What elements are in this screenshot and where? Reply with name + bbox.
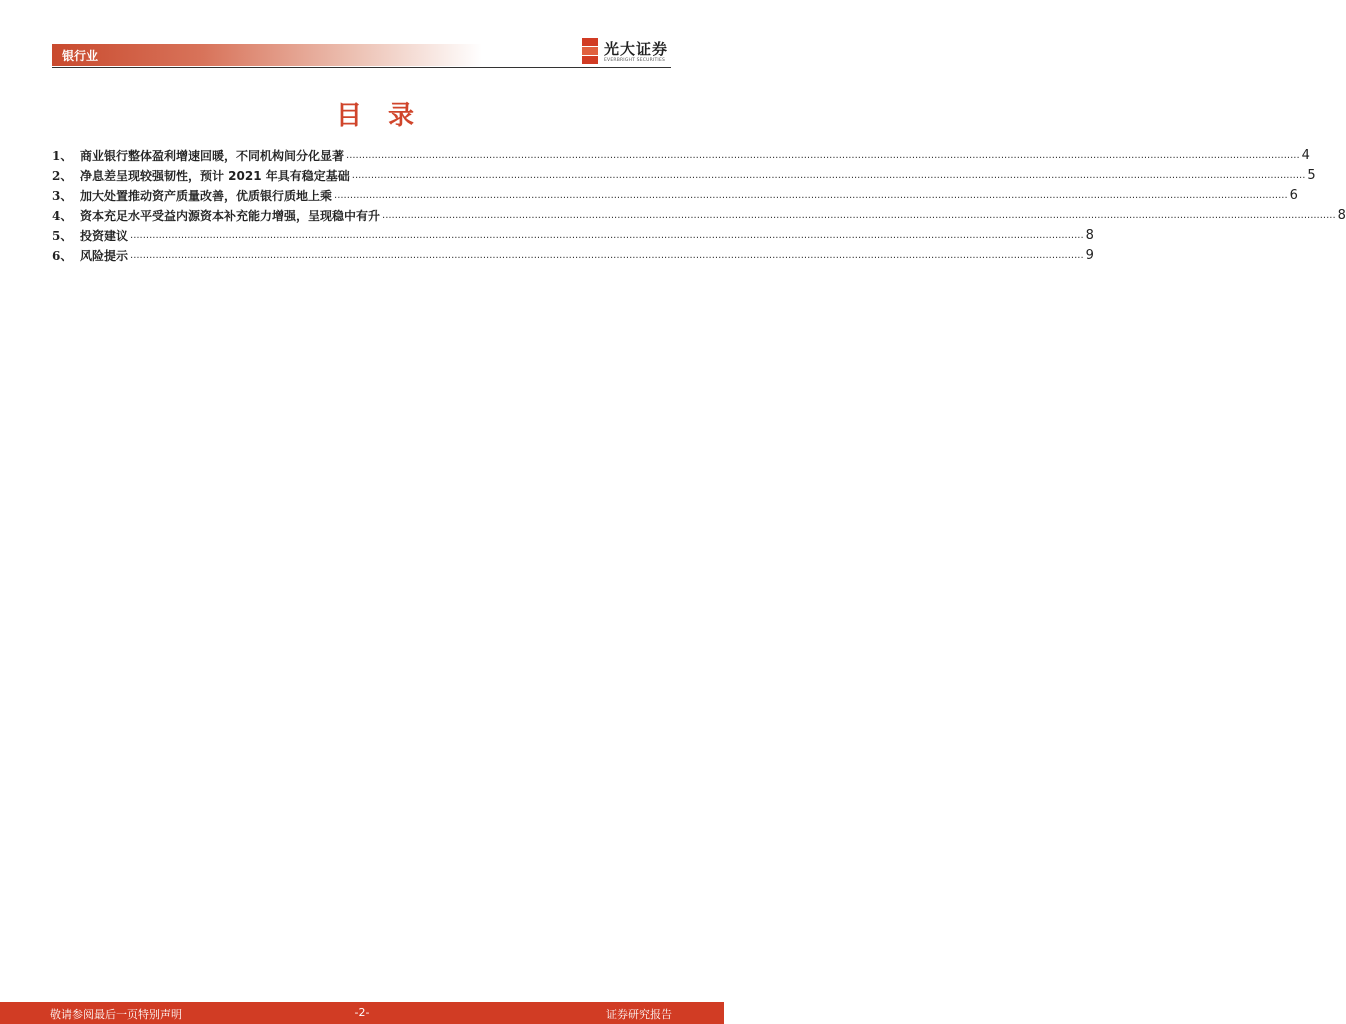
logo-text-cn: 光大证券 [604, 40, 669, 58]
toc-page-number: 8 [1337, 207, 1346, 223]
toc-entry-2[interactable] [52, 165, 1316, 185]
toc-number: 5、 [52, 228, 73, 243]
toc-entry-title: 净息差呈现较强韧性，预计 2021 年具有稳定基础 [80, 168, 350, 183]
toc-page-number: 4 [1301, 147, 1310, 163]
toc-leader-dots: ............................................................................................................................................................................................................................................................................................................ [351, 169, 1306, 181]
toc-entry-title: 加大处置推动资产质量改善，优质银行质地上乘 [80, 188, 333, 203]
toc-entry-title: 风险提示 [80, 248, 129, 263]
header-band [52, 44, 482, 66]
page-footer [0, 1002, 724, 1024]
disclaimer-note: 敬请参阅最后一页特别声明 [50, 1008, 182, 1021]
toc-entry-title: 资本充足水平受益内源资本补充能力增强，呈现稳中有升 [80, 208, 381, 223]
page-number: -2- [354, 1006, 370, 1019]
toc-leader-dots: ............................................................................................................................................................................................................................................................................................................ [346, 149, 1300, 161]
logo-mark-icon [582, 38, 598, 64]
toc-title: 目录 [335, 101, 440, 131]
industry-label: 银行业 [62, 49, 99, 63]
toc-leader-dots: ............................................................................................................................................................................................................................................................................................................ [334, 189, 1288, 201]
toc-leader-dots: ............................................................................................................................................................................................................................................................................................................ [130, 249, 1084, 261]
company-logo [582, 38, 674, 66]
toc-entry-3[interactable] [52, 185, 1298, 205]
toc-number: 2、 [52, 168, 73, 183]
toc-entry-1[interactable] [52, 145, 1310, 165]
toc-entry-title: 商业银行整体盈利增速回暖，不同机构间分化显著 [80, 148, 345, 163]
toc-leader-dots: ............................................................................................................................................................................................................................................................................................................ [130, 229, 1084, 241]
header-divider [52, 67, 671, 68]
table-of-contents [52, 145, 1346, 265]
toc-number: 4、 [52, 208, 73, 223]
toc-entry-title: 投资建议 [80, 228, 129, 243]
toc-page-number: 5 [1307, 167, 1316, 183]
toc-number: 1、 [52, 148, 73, 163]
logo-text-en: EVERBRIGHT SECURITIES [604, 58, 666, 63]
toc-page-number: 6 [1289, 187, 1298, 203]
toc-entry-5[interactable] [52, 225, 1094, 245]
toc-entry-4[interactable] [52, 205, 1346, 225]
toc-page-number: 8 [1085, 227, 1094, 243]
toc-entry-6[interactable] [52, 245, 1094, 265]
toc-number: 3、 [52, 188, 73, 203]
toc-leader-dots: ............................................................................................................................................................................................................................................................................................................ [382, 209, 1336, 221]
report-type: 证券研究报告 [606, 1008, 672, 1021]
toc-page-number: 9 [1085, 247, 1094, 263]
toc-number: 6、 [52, 248, 73, 263]
